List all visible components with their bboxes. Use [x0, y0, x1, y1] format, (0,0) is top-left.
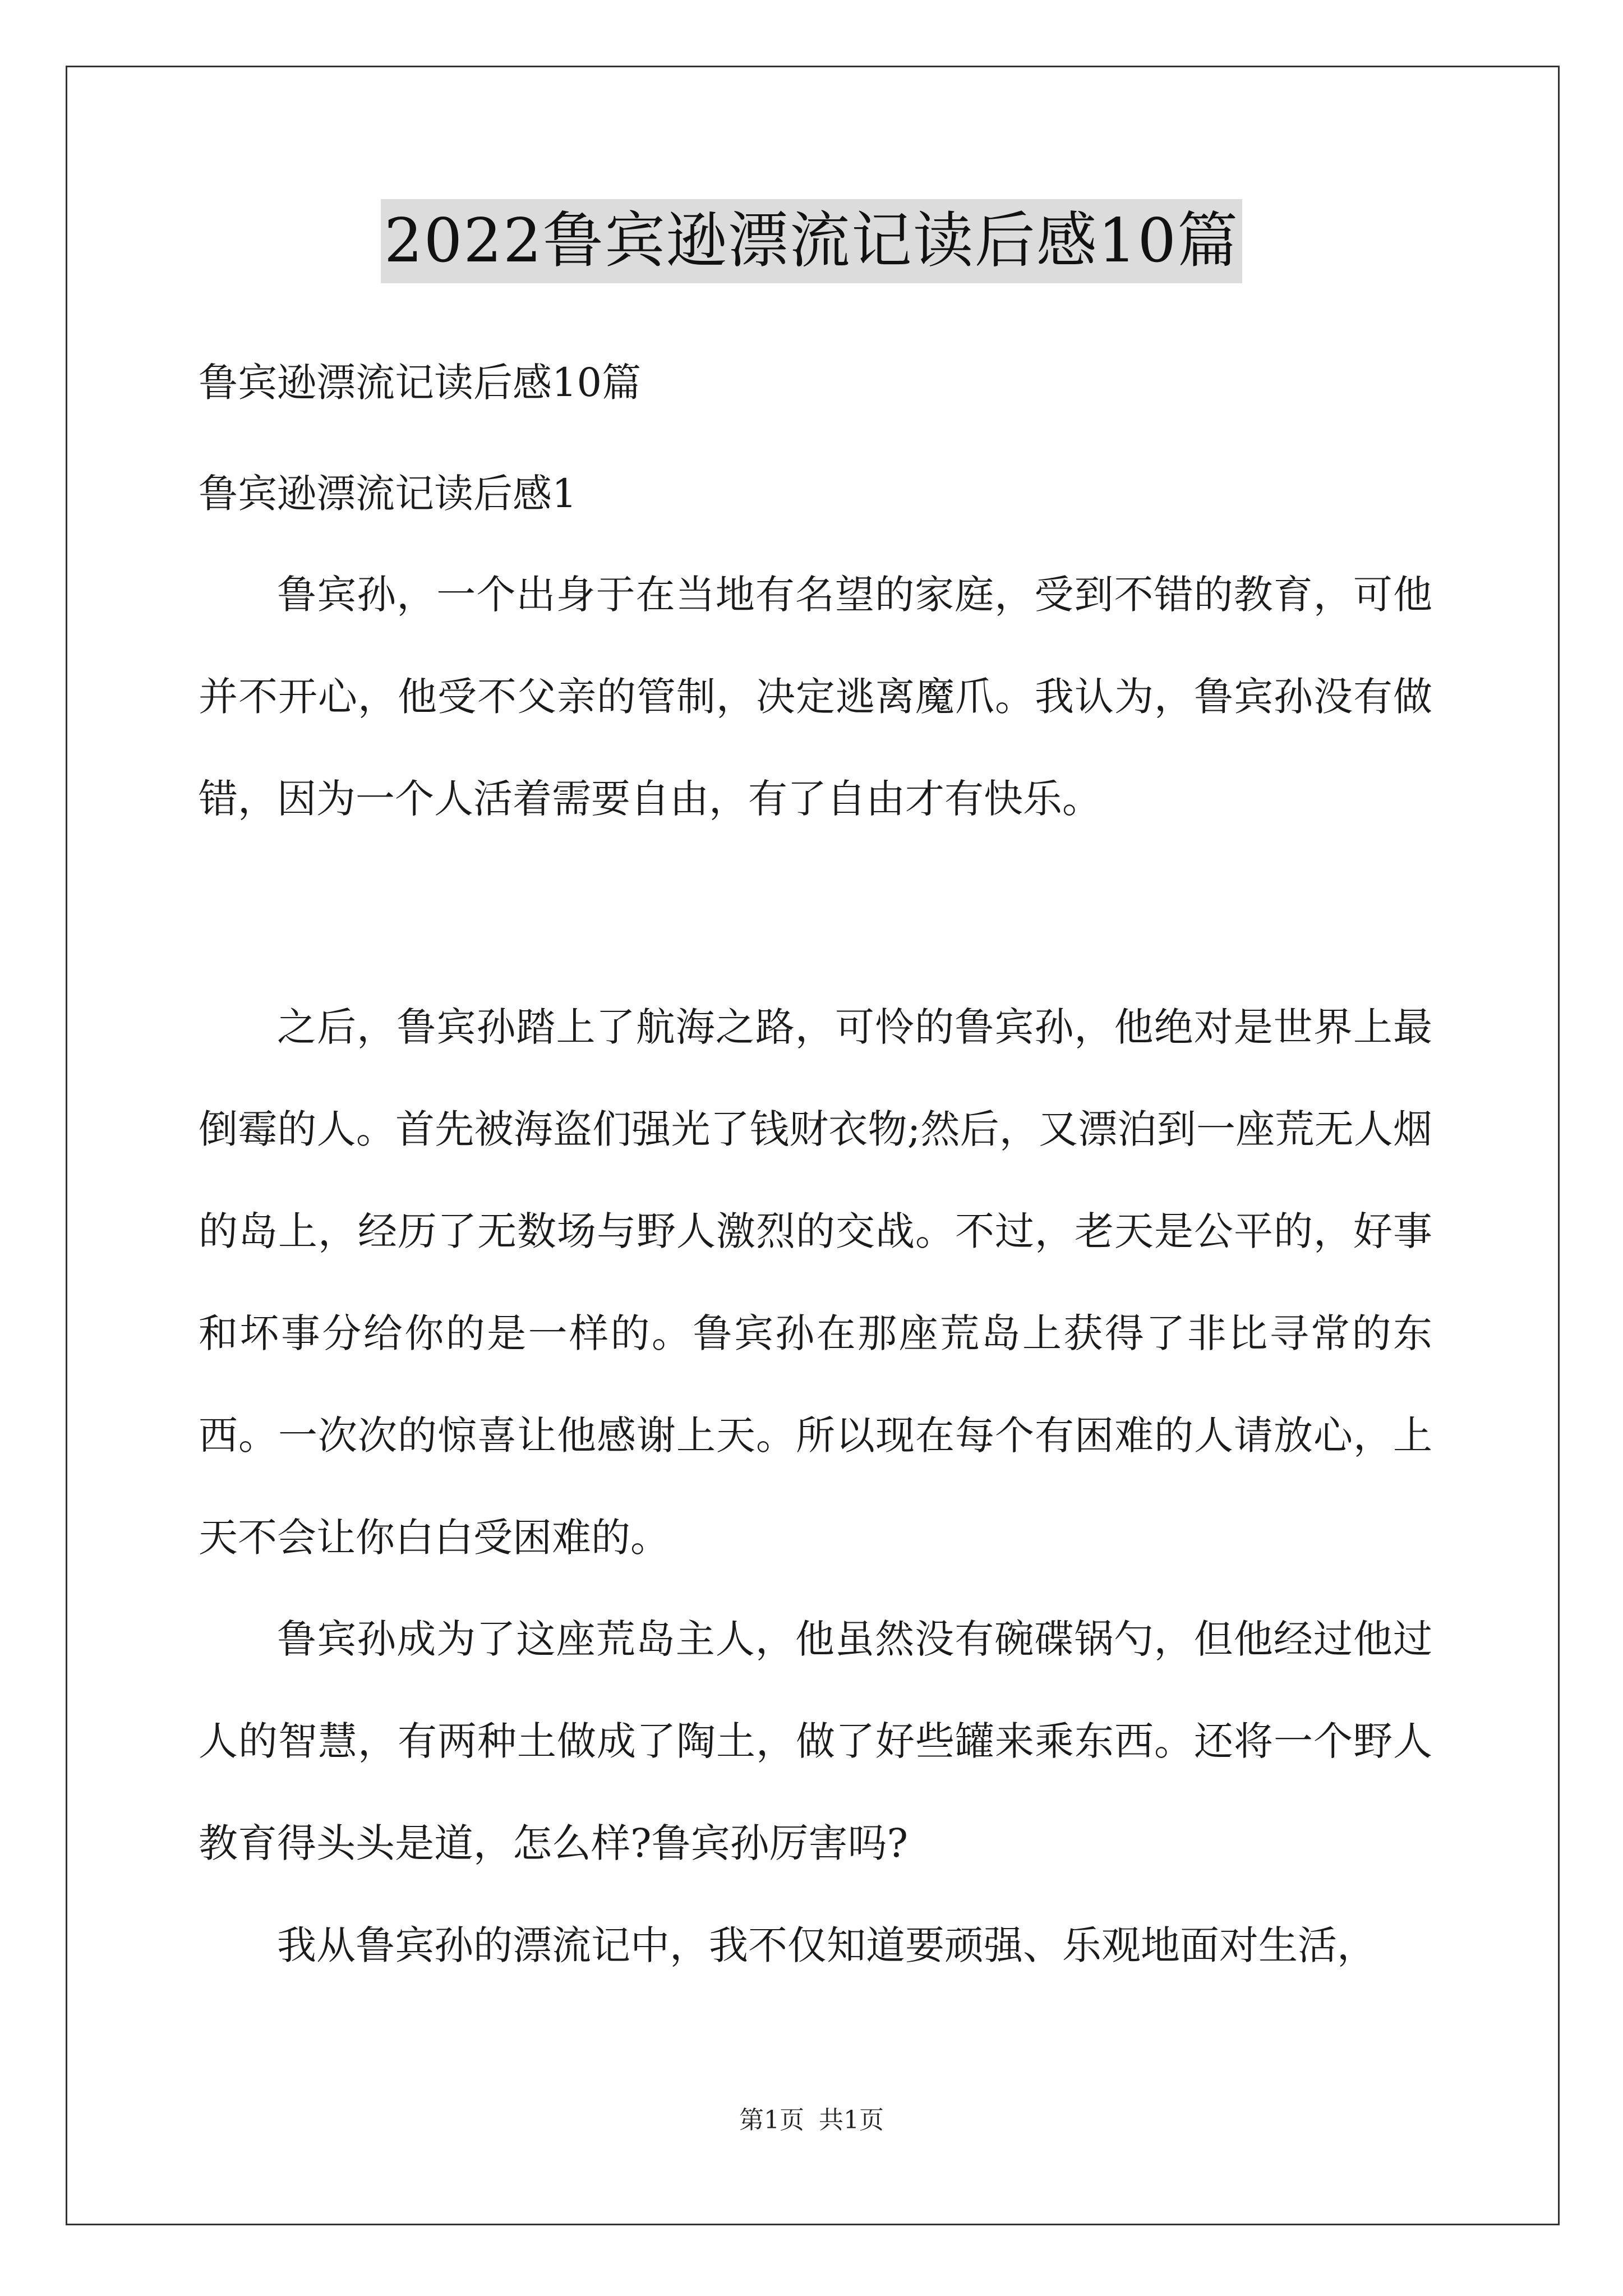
paragraph-4: 我从鲁宾孙的漂流记中，我不仅知道要顽强、乐观地面对生活，: [277, 1922, 1376, 1968]
document-subtitle: 鲁宾逊漂流记读后感10篇: [199, 360, 642, 406]
section-heading: 鲁宾逊漂流记读后感1: [199, 471, 577, 517]
paragraph-3: 鲁宾孙成为了这座荒岛主人，他虽然没有碗碟锅勺，但他经过他过人的智慧，有两种土做成了陶土，做了好些罐来乘东西。还将一个野人教育得头头是道，怎么样?鲁宾孙厉害吗?: [199, 1616, 1432, 1866]
title-container: [0, 199, 1623, 283]
page-total: 共1页: [819, 2106, 884, 2134]
paragraph-1: 鲁宾孙，一个出身于在当地有名望的家庭，受到不错的教育，可他并不开心，他受不父亲的管制，决定逃离魔爪。我认为，鲁宾孙没有做错，因为一个人活着需要自由，有了自由才有快乐。: [199, 572, 1432, 822]
page-footer: [0, 2104, 1623, 2137]
paragraph-2: 之后，鲁宾孙踏上了航海之路，可怜的鲁宾孙，他绝对是世界上最倒霉的人。首先被海盗们强光了钱财衣物;然后，又漂泊到一座荒无人烟的岛上，经历了无数场与野人激烈的交战。不过，老天是公平的，好事和坏事分给你的是一样的。鲁宾孙在那座荒岛上获得了非比寻常的东西。一次次的惊喜让他感谢上天。所以现在每个有困难的人请放心，上天不会让你白白受困难的。: [199, 1004, 1432, 1561]
document-title: 2022鲁宾逊漂流记读后感10篇: [381, 199, 1242, 283]
page-number: 第1页: [739, 2106, 804, 2134]
